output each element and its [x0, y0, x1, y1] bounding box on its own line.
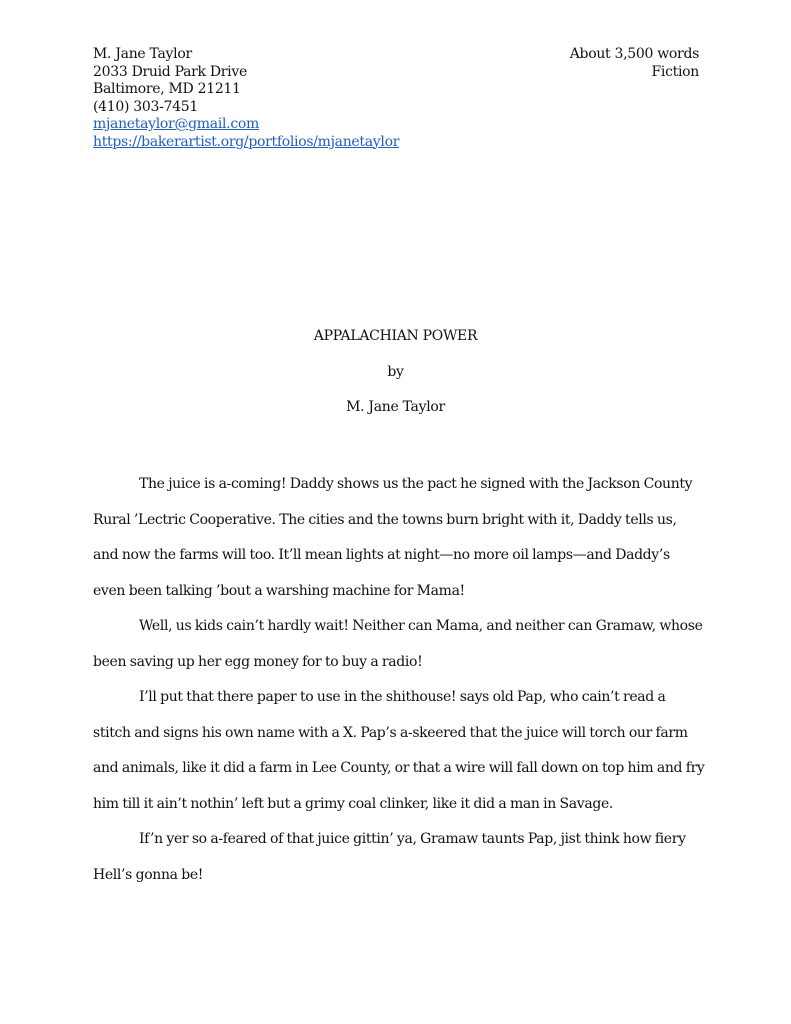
author-name: M. Jane Taylor — [93, 46, 192, 62]
email-link[interactable]: mjanetaylor@gmail.com — [93, 116, 259, 132]
story-body — [93, 467, 705, 893]
paragraph: I’ll put that there paper to use in the shithouse! says old Pap, who cain’t read a stitch and signs his own name with a X. Pap’s a-skeered that the juice will torch our farm and animals, like it did a farm in Lee County, or that a wire will fall down on top him and fry him till it ain’t nothin’ left but a grimy coal clinker, like it did a man in Savage. — [93, 689, 705, 812]
website-link[interactable]: https://bakerartist.org/portfolios/mjanetaylor — [93, 133, 400, 150]
manuscript-meta — [570, 46, 699, 81]
paragraph: If’n yer so a-feared of that juice gittin’ ya, Gramaw taunts Pap, jist think how fiery Hell’s gonna be! — [93, 831, 686, 883]
city-state-zip: Baltimore, MD 21211 — [93, 81, 241, 97]
genre-label: Fiction — [651, 63, 699, 80]
byline-author: M. Jane Taylor — [346, 399, 445, 415]
by-line-word: by — [387, 364, 404, 380]
story-title: APPALACHIAN POWER — [313, 328, 478, 344]
paragraph: Well, us kids cain’t hardly wait! Neither can Mama, and neither can Gramaw, whose been saving up her egg money for to buy a radio! — [93, 618, 703, 670]
word-count: About 3,500 words — [569, 46, 699, 62]
phone-number: (410) 303-7451 — [93, 98, 198, 115]
contact-block — [93, 46, 399, 151]
paragraph: The juice is a-coming! Daddy shows us the pact he signed with the Jackson County Rural ’Lectric Cooperative. The cities and the towns burn bright with it, Daddy tells us, and now the farms will too. It’ll mean lights at night—no more oil lamps—and Daddy’s even been talking ’bout a warshing machine for Mama! — [93, 476, 693, 599]
street-address: 2033 Druid Park Drive — [93, 63, 247, 80]
